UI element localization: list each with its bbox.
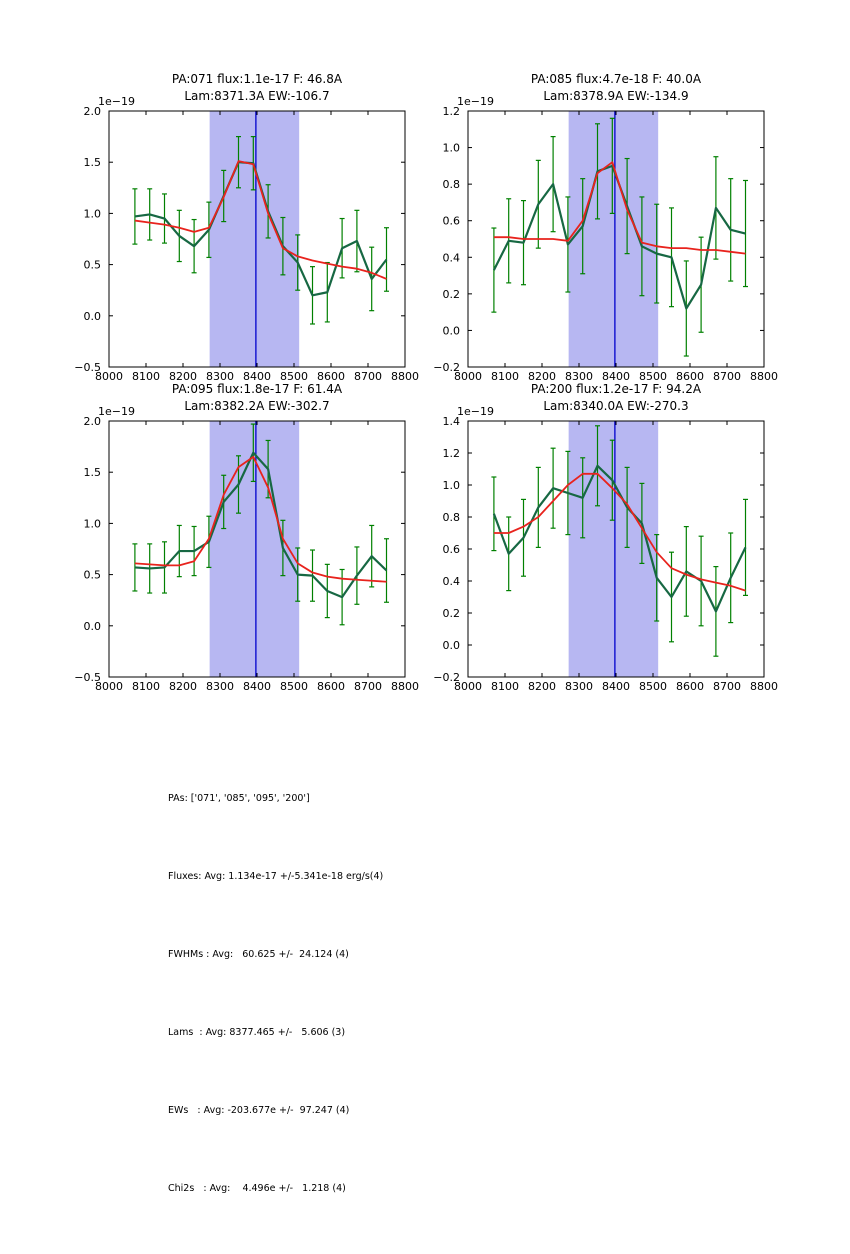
y-tick-label: 0.4 — [442, 575, 460, 588]
x-tick-label: 8800 — [391, 680, 419, 693]
x-tick-label: 8700 — [354, 680, 382, 693]
y-tick-label: 1.0 — [442, 479, 460, 492]
y-tick-label: 0.5 — [83, 568, 101, 582]
x-tick-label: 8600 — [317, 370, 345, 383]
subplot-title-line1: PA:085 flux:4.7e-18 F: 40.0A — [530, 72, 702, 86]
x-tick-label: 8100 — [491, 370, 519, 383]
x-tick-label: 8100 — [132, 680, 160, 693]
y-tick-label: 1.2 — [442, 447, 460, 460]
subplot-axes-pa085 — [433, 105, 778, 383]
subplot-title-line2: Lam:8382.2A EW:-302.7 — [184, 398, 330, 413]
x-tick-label: 8700 — [713, 680, 741, 693]
y-tick-label: 1.5 — [83, 466, 101, 480]
summary-line-fluxes: Fluxes: Avg: 1.134e-17 +/-5.341e-18 erg/s(4) — [168, 871, 384, 882]
y-axis-offset-label: 1e−19 — [457, 95, 494, 108]
x-tick-label: 8100 — [132, 370, 160, 383]
subplot-axes-pa071 — [74, 105, 419, 383]
fit-window-band — [569, 111, 659, 367]
y-tick-label: 0.0 — [83, 309, 101, 323]
subplot-title-pa200 — [468, 381, 764, 414]
x-tick-label: 8200 — [528, 680, 556, 693]
y-tick-label: −0.2 — [433, 671, 460, 684]
fit-summary — [168, 734, 383, 1254]
summary-line-pas: PAs: ['071', '085', '095', '200'] — [168, 793, 310, 804]
subplot-title-line1: PA:095 flux:1.8e-17 F: 61.4A — [171, 382, 343, 396]
subplot-title-pa095 — [109, 381, 405, 414]
x-tick-label: 8300 — [206, 370, 234, 383]
y-tick-label: 1.0 — [83, 517, 101, 531]
subplot-title-line2: Lam:8378.9A EW:-134.9 — [543, 88, 689, 103]
y-tick-label: 0.8 — [442, 178, 460, 192]
x-tick-label: 8200 — [528, 370, 556, 383]
x-tick-label: 8000 — [95, 370, 123, 383]
y-tick-label: 0.6 — [442, 214, 460, 228]
summary-line-chi2s: Chi2s : Avg: 4.496e +/- 1.218 (4) — [168, 1183, 346, 1194]
subplot-title-line1: PA:200 flux:1.2e-17 F: 94.2A — [530, 382, 702, 396]
subplot-title-line2: Lam:8340.0A EW:-270.3 — [543, 398, 689, 413]
y-tick-label: 0.0 — [442, 324, 460, 338]
x-tick-label: 8600 — [676, 680, 704, 693]
subplot-title-pa071 — [109, 71, 405, 104]
x-tick-label: 8700 — [713, 370, 741, 383]
x-tick-label: 8300 — [206, 680, 234, 693]
x-tick-label: 8500 — [639, 680, 667, 693]
x-tick-label: 8200 — [169, 680, 197, 693]
x-tick-label: 8700 — [354, 370, 382, 383]
summary-line-fwhms: FWHMs : Avg: 60.625 +/- 24.124 (4) — [168, 949, 349, 960]
x-tick-label: 8000 — [95, 680, 123, 693]
subplot-title-pa085 — [468, 71, 764, 104]
x-tick-label: 8200 — [169, 370, 197, 383]
x-tick-label: 8500 — [280, 370, 308, 383]
summary-line-lams: Lams : Avg: 8377.465 +/- 5.606 (3) — [168, 1027, 346, 1038]
x-tick-label: 8100 — [491, 680, 519, 693]
x-tick-label: 8500 — [280, 680, 308, 693]
y-tick-label: 0.2 — [442, 607, 460, 620]
y-tick-label: −0.5 — [74, 671, 101, 684]
y-tick-label: −0.5 — [74, 361, 101, 374]
x-tick-label: 8500 — [639, 370, 667, 383]
subplot-axes-pa095 — [74, 415, 419, 693]
y-tick-label: 1.0 — [442, 141, 460, 155]
summary-line-ews: EWs : Avg: -203.677e +/- 97.247 (4) — [168, 1105, 350, 1116]
x-tick-label: 8400 — [602, 680, 630, 693]
y-tick-label: 0.5 — [83, 258, 101, 272]
y-tick-label: 1.0 — [83, 207, 101, 221]
x-tick-label: 8400 — [243, 680, 271, 693]
y-tick-label: 0.0 — [83, 619, 101, 633]
x-tick-label: 8300 — [565, 680, 593, 693]
y-tick-label: 1.2 — [442, 105, 460, 118]
subplot-axes-pa200 — [433, 415, 778, 693]
y-tick-label: 0.6 — [442, 543, 460, 556]
x-tick-label: 8800 — [750, 370, 778, 383]
y-tick-label: 1.4 — [442, 415, 460, 428]
y-tick-label: 0.0 — [442, 639, 460, 652]
x-tick-label: 8400 — [602, 370, 630, 383]
y-tick-label: 0.4 — [442, 251, 460, 265]
y-tick-label: 1.5 — [83, 156, 101, 170]
x-tick-label: 8800 — [391, 370, 419, 383]
y-tick-label: 0.2 — [442, 287, 460, 301]
y-tick-label: 2.0 — [83, 415, 101, 428]
fit-window-band — [210, 111, 300, 367]
x-tick-label: 8800 — [750, 680, 778, 693]
fit-window-band — [569, 421, 659, 677]
x-tick-label: 8400 — [243, 370, 271, 383]
y-tick-label: 2.0 — [83, 105, 101, 118]
x-tick-label: 8000 — [454, 680, 482, 693]
x-tick-label: 8600 — [676, 370, 704, 383]
x-tick-label: 8000 — [454, 370, 482, 383]
y-tick-label: −0.2 — [433, 361, 460, 374]
y-axis-offset-label: 1e−19 — [98, 405, 135, 418]
y-tick-label: 0.8 — [442, 511, 460, 524]
subplot-title-line1: PA:071 flux:1.1e-17 F: 46.8A — [171, 72, 343, 86]
subplot-title-line2: Lam:8371.3A EW:-106.7 — [184, 88, 330, 103]
x-tick-label: 8300 — [565, 370, 593, 383]
x-tick-label: 8600 — [317, 680, 345, 693]
y-axis-offset-label: 1e−19 — [457, 405, 494, 418]
y-axis-offset-label: 1e−19 — [98, 95, 135, 108]
